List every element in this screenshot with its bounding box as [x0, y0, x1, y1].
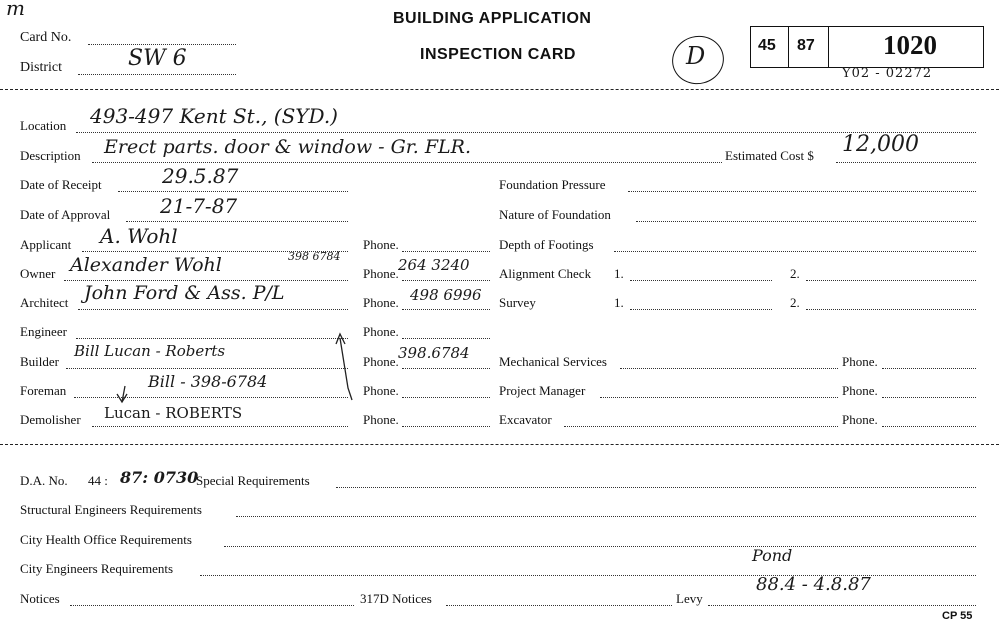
location-line — [76, 132, 976, 133]
card-no-label: Card No. — [20, 30, 72, 45]
box-value-3: 1020 — [883, 30, 937, 60]
date-approval-label: Date of Approval — [20, 207, 111, 222]
estimated-cost-label: Estimated Cost $ — [725, 148, 814, 163]
depth-footings-label: Depth of Footings — [499, 237, 594, 252]
district-label: District — [20, 60, 62, 75]
special-requirements-line — [336, 487, 976, 488]
box-divider-1 — [788, 26, 789, 68]
date-receipt-line — [118, 191, 348, 192]
depth-footings-line — [614, 251, 976, 252]
foreman-phone-line — [402, 397, 490, 398]
health-requirements-line — [224, 546, 976, 547]
levy-note: Pond — [752, 546, 793, 565]
location-label: Location — [20, 118, 67, 133]
survey-two-label: 2. — [790, 295, 800, 310]
owner-phone-line — [402, 280, 490, 281]
location-value: 493-497 Kent St., (SYD.) — [90, 104, 338, 128]
box-value-2: 87 — [797, 37, 815, 54]
demolisher-line — [92, 426, 348, 427]
box-value-1: 45 — [758, 37, 776, 54]
structural-requirements-line — [236, 516, 976, 517]
date-receipt-label: Date of Receipt — [20, 177, 102, 192]
form-code: CP 55 — [942, 610, 973, 622]
builder-phone-value: 398.6784 — [398, 344, 470, 362]
demolisher-phone-line — [402, 426, 490, 427]
da-number-value: 87: 0730 — [120, 468, 199, 487]
owner-line — [64, 280, 348, 281]
project-manager-line — [600, 397, 838, 398]
demolisher-label: Demolisher — [20, 412, 81, 427]
survey-two-line — [806, 309, 976, 310]
excavator-phone-line — [882, 426, 976, 427]
district-line — [78, 74, 236, 75]
alignment-two-label: 2. — [790, 266, 800, 281]
architect-phone-value: 498 6996 — [410, 286, 482, 304]
survey-label: Survey — [499, 295, 536, 310]
box-divider-2 — [828, 26, 829, 68]
divider-middle — [0, 444, 999, 445]
form-title-line2: INSPECTION CARD — [420, 46, 576, 63]
demolisher-value: Lucan - ROBERTS — [104, 404, 243, 422]
builder-label: Builder — [20, 354, 59, 369]
estimated-cost-line — [836, 162, 976, 163]
foreman-value: Bill - 398-6784 — [148, 372, 268, 391]
notices-label: Notices — [20, 591, 60, 606]
architect-label: Architect — [20, 295, 69, 310]
architect-phone-label: Phone. — [363, 295, 399, 310]
owner-extra-value: 398 6784 — [288, 250, 341, 263]
da-prefix: 44 : — [88, 473, 108, 488]
form-title-line1: BUILDING APPLICATION — [393, 10, 592, 27]
alignment-check-label: Alignment Check — [499, 266, 592, 281]
date-approval-line — [126, 221, 348, 222]
da-no-label: D.A. No. — [20, 473, 68, 488]
alignment-one-line — [630, 280, 772, 281]
foreman-phone-label: Phone. — [363, 383, 399, 398]
applicant-value: A. Wohl — [100, 224, 178, 248]
applicant-label: Applicant — [20, 237, 72, 252]
mechanical-phone-label: Phone. — [842, 354, 878, 369]
levy-label: Levy — [676, 591, 703, 606]
architect-line — [78, 309, 348, 310]
foreman-line — [74, 397, 348, 398]
engineer-phone-line — [402, 338, 490, 339]
foreman-label: Foreman — [20, 383, 67, 398]
description-line — [92, 162, 722, 163]
divider-top — [0, 89, 999, 90]
levy-line — [708, 605, 976, 606]
survey-one-line — [630, 309, 772, 310]
owner-value: Alexander Wohl — [70, 254, 222, 276]
alignment-two-line — [806, 280, 976, 281]
date-approval-value: 21-7-87 — [160, 194, 238, 218]
project-manager-phone-label: Phone. — [842, 383, 878, 398]
corner-mark: m — [6, 0, 25, 20]
notices-317d-line — [446, 605, 672, 606]
mechanical-label: Mechanical Services — [499, 354, 607, 369]
mechanical-line — [620, 368, 838, 369]
owner-label: Owner — [20, 266, 56, 281]
architect-phone-line — [402, 309, 490, 310]
excavator-label: Excavator — [499, 412, 552, 427]
city-engineers-label: City Engineers Requirements — [20, 561, 174, 576]
reference-number: Y02 - 02272 — [842, 66, 933, 81]
levy-value: 88.4 - 4.8.87 — [756, 574, 871, 595]
card-no-line — [88, 44, 236, 45]
alignment-one-label: 1. — [614, 266, 624, 281]
notices-line — [70, 605, 354, 606]
builder-phone-label: Phone. — [363, 354, 399, 369]
notices-317d-label: 317D Notices — [360, 591, 432, 606]
applicant-phone-line — [402, 251, 490, 252]
builder-value: Bill Lucan - Roberts — [74, 342, 226, 360]
foundation-pressure-label: Foundation Pressure — [499, 177, 606, 192]
excavator-line — [564, 426, 838, 427]
date-receipt-value: 29.5.87 — [162, 164, 239, 188]
card-number-box — [750, 26, 984, 68]
description-value: Erect parts. door & window - Gr. FLR. — [104, 136, 472, 158]
owner-phone-value: 264 3240 — [398, 256, 470, 274]
description-label: Description — [20, 148, 81, 163]
health-requirements-label: City Health Office Requirements — [20, 532, 192, 547]
circle-mark-letter: D — [686, 42, 706, 70]
structural-requirements-label: Structural Engineers Requirements — [20, 502, 202, 517]
estimated-cost-value: 12,000 — [842, 132, 919, 157]
bracket-annotation — [100, 330, 370, 410]
nature-foundation-line — [636, 221, 976, 222]
owner-phone-label: Phone. — [363, 266, 399, 281]
project-manager-label: Project Manager — [499, 383, 586, 398]
engineer-label: Engineer — [20, 324, 67, 339]
architect-value: John Ford & Ass. P/L — [84, 282, 285, 304]
excavator-phone-label: Phone. — [842, 412, 878, 427]
engineer-phone-label: Phone. — [363, 324, 399, 339]
nature-foundation-label: Nature of Foundation — [499, 207, 611, 222]
applicant-phone-label: Phone. — [363, 237, 399, 252]
demolisher-phone-label: Phone. — [363, 412, 399, 427]
builder-phone-line — [402, 368, 490, 369]
district-value: SW 6 — [128, 46, 187, 71]
mechanical-phone-line — [882, 368, 976, 369]
survey-one-label: 1. — [614, 295, 624, 310]
project-manager-phone-line — [882, 397, 976, 398]
special-requirements-label: Special Requirements — [196, 473, 310, 488]
foundation-pressure-line — [628, 191, 976, 192]
